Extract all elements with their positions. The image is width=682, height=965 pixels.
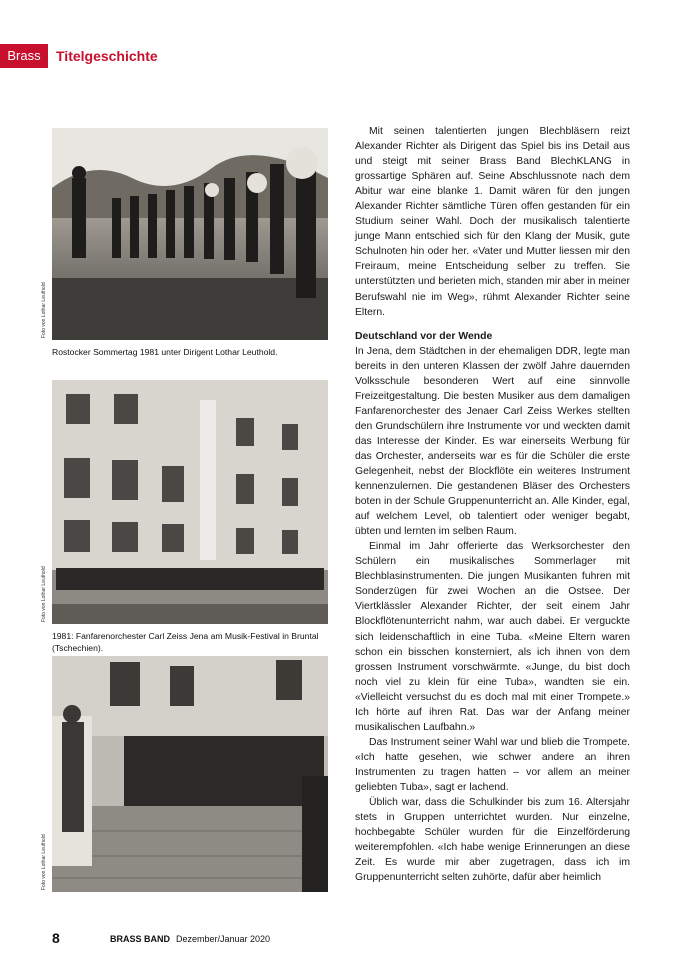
photo-credit: Foto von Lothar Leuthold <box>41 282 47 338</box>
article-paragraph: Einmal im Jahr offerierte das Werksorchester den Schülern ein musikalisches Sommerlager mit Blechblasinstrumenten. Die jungen Musikanten fuhren mit Sonderzügen für zwei Wochen an die Ostsee. Der Viertklässler Alexander Richter, der seit einem Jahr Blockflötenunterricht nahm, war auch dabei. Er verguckte sich leidenschaftlich in eine Tuba. «Meine Eltern waren schon ein bisschen konsterniert, als ich ihnen von dem grossen Instrument vorschwärmte. «Junge, du bist doch noch viel zu klein für eine Tuba», wandten sie ein. «Vielleicht versuchst du es doch mal mit einer Trompete.» Ich hörte auf ihren Rat. Das war der Anfang meiner musikalischen Laufbahn.» <box>355 541 630 733</box>
page-number: 8 <box>52 930 60 946</box>
photo-caption: 1981: Fanfarenorchester Carl Zeiss Jena am Musik-Festival in Bruntal (Tschechien). <box>52 631 319 653</box>
article-paragraph: Das Instrument seiner Wahl war und blieb die Trompete. «Ich hatte gesehen, wie schwer andere an ihren Instrumenten zu tragen hatten – vor allem an meiner geliebten Tuba», sagt er lachend. <box>355 736 630 793</box>
photo-credit: Foto von Lothar Leuthold <box>41 834 47 890</box>
article-body <box>355 124 630 885</box>
photo-caption: Rostocker Sommertag 1981 unter Dirigent Lothar Leuthold. <box>52 347 278 357</box>
article-paragraph: In Jena, dem Städtchen in der ehemaligen DDR, legte man bereits in den unteren Klassen der zwölf Jahre dauernden Volksschule besonderen Wert auf eine sinnvolle Freizeitgestaltung. Die besten Musiker aus dem damaligen Fanfarenorchester des Jenaer Carl Zeiss Werkes stellten den Grundschülern ihre Instrumente vor und weckten damit das Interesse der Kinder. Es war einerseits Werbung für das Orchester, anderseits war es für die Schüler die erste Gelegenheit, nebst der Blockflöte ein weiteres Instrument kennenzulernen. Die gestandenen Bläser des Orchesters boten in der Schule Gruppenunterricht an. Alle Kinder, egal, auf welchem Level, ob talentiert oder weniger begabt, übten und lernten im selben Raum. <box>355 345 630 538</box>
photo-rostock-sommertag <box>52 128 328 340</box>
issue-date: Dezember/Januar 2020 <box>176 934 271 944</box>
section-tag: Brass <box>0 44 48 68</box>
section-title: Titelgeschichte <box>56 48 158 64</box>
publication-name: BRASS BAND <box>110 934 171 944</box>
photo-credit: Foto von Lothar Leuthold <box>41 566 47 622</box>
photo-fanfarenorchester-bruntal <box>52 380 328 624</box>
article-paragraph: Mit seinen talentierten jungen Blechbläsern reizt Alexander Richter als Dirigent das Spiel bis ins Detail aus und steigt mit seiner Brass Band BlechKLANG in grossartige Sphären auf. Seine Abschlussnote nach dem Abitur war eine blanke 1. Damit wären für den jungen Alexander Richter sämtliche Türen offen gestanden für ein Studium seiner Wahl. Doch der musikalisch talentierte junge Mann entschied sich für den Klang der Musik, gute Schulnoten hin oder her. «Vater und Mutter liessen mir den Freiraum, meine Entscheidung selber zu treffen. Sie unterstützten und berieten mich, standen mir aber in meiner Berufswahl nie im Weg», rühmt Alexander Richter seine Eltern. <box>355 126 630 318</box>
article-paragraph: Üblich war, dass die Schulkinder bis zum 16. Altersjahr stets in Gruppen unterrichtet wurden. Nur einzelne, hochbegabte Schüler wurden für die Einzelförderung weiterempfohlen. «Ich habe wenige Erinnerungen an diese Zeit. Es wurde mir aber zugetragen, dass ich im Gruppenunterricht selten zuhörte, dafür aber heimlich <box>355 797 630 884</box>
photo-conductor-orchestra <box>52 656 328 892</box>
article-subheading: Deutschland vor der Wende <box>355 330 493 342</box>
